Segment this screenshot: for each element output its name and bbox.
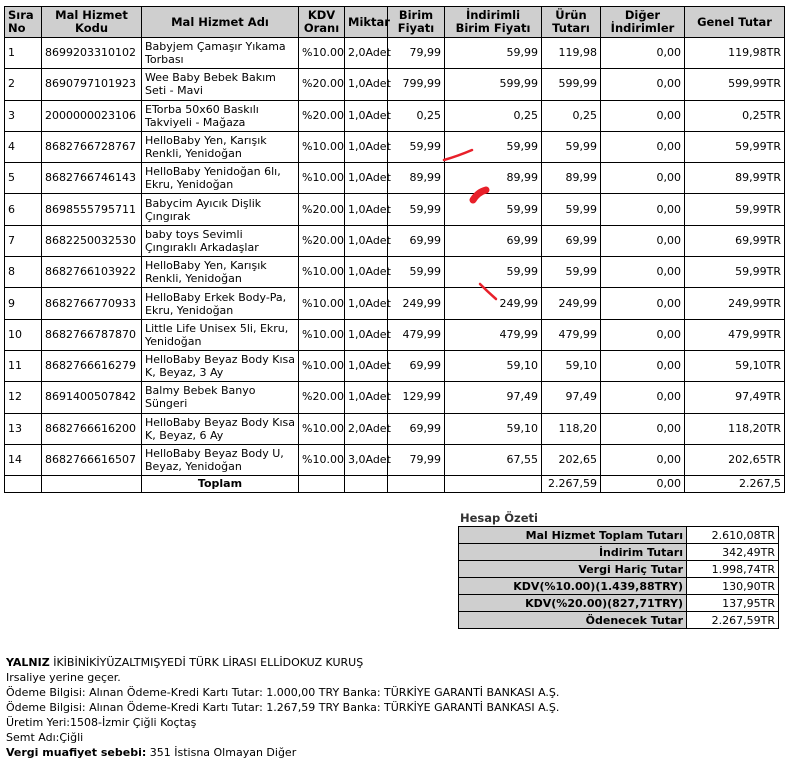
- cell-unit: 799,99: [388, 69, 445, 100]
- cell-unit: 89,99: [388, 163, 445, 194]
- header-birim: Birim Fiyatı: [388, 7, 445, 38]
- cell-unit: 69,99: [388, 350, 445, 381]
- cell-unit: 59,99: [388, 194, 445, 225]
- cell-total: 59,99TR: [685, 257, 785, 288]
- summary-value: 2.610,08TR: [687, 527, 779, 544]
- cell-kdv: %20.00: [299, 100, 345, 131]
- cell-no: 2: [5, 69, 42, 100]
- cell-product: 202,65: [542, 444, 601, 475]
- cell-no: 10: [5, 319, 42, 350]
- cell-total: 479,99TR: [685, 319, 785, 350]
- totals-empty-cell: [345, 476, 388, 493]
- cell-other: 0,00: [601, 444, 685, 475]
- cell-total: 0,25TR: [685, 100, 785, 131]
- totals-label: Toplam: [142, 476, 299, 493]
- cell-qty: 3,0Adet: [345, 444, 388, 475]
- cell-qty: 1,0Adet: [345, 100, 388, 131]
- cell-unit: 129,99: [388, 382, 445, 413]
- district-name: Semt Adı:Çiğli: [6, 731, 84, 744]
- cell-qty: 1,0Adet: [345, 131, 388, 162]
- cell-qty: 1,0Adet: [345, 319, 388, 350]
- cell-name: Balmy Bebek Banyo Süngeri: [142, 382, 299, 413]
- irsaliye-note: Irsaliye yerine geçer.: [6, 671, 121, 684]
- summary-label: Mal Hizmet Toplam Tutarı: [459, 527, 687, 544]
- payment-info-2: Ödeme Bilgisi: Alınan Ödeme-Kredi Kartı Tutar: 1.267,59 TRY Banka: TÜRKİYE GARANTİ BANKASI A.Ş.: [6, 701, 560, 714]
- cell-kdv: %10.00: [299, 163, 345, 194]
- totals-empty-cell: [42, 476, 142, 493]
- cell-total: 599,99TR: [685, 69, 785, 100]
- tax-exemption: [6, 745, 559, 760]
- cell-qty: 1,0Adet: [345, 288, 388, 319]
- cell-total: 59,99TR: [685, 194, 785, 225]
- cell-no: 3: [5, 100, 42, 131]
- cell-disc: 599,99: [445, 69, 542, 100]
- summary-title: Hesap Özeti: [460, 511, 538, 525]
- summary-label: KDV(%20.00)(827,71TRY): [459, 595, 687, 612]
- cell-name: Little Life Unisex 5li, Ekru, Yenidoğan: [142, 319, 299, 350]
- cell-code: 8682766787870: [42, 319, 142, 350]
- summary-label: İndirim Tutarı: [459, 544, 687, 561]
- totals-empty-cell: [299, 476, 345, 493]
- cell-product: 249,99: [542, 288, 601, 319]
- cell-kdv: %20.00: [299, 382, 345, 413]
- cell-no: 11: [5, 350, 42, 381]
- header-ad: Mal Hizmet Adı: [142, 7, 299, 38]
- cell-other: 0,00: [601, 131, 685, 162]
- cell-other: 0,00: [601, 319, 685, 350]
- cell-disc: 67,55: [445, 444, 542, 475]
- cell-no: 14: [5, 444, 42, 475]
- cell-code: 8682766770933: [42, 288, 142, 319]
- cell-no: 8: [5, 257, 42, 288]
- cell-product: 118,20: [542, 413, 601, 444]
- cell-no: 12: [5, 382, 42, 413]
- cell-product: 97,49: [542, 382, 601, 413]
- cell-no: 9: [5, 288, 42, 319]
- cell-code: 8682766746143: [42, 163, 142, 194]
- cell-other: 0,00: [601, 69, 685, 100]
- tax-exemption-label: Vergi muafiyet sebebi:: [6, 746, 147, 759]
- summary-value: 2.267,59TR: [687, 612, 779, 629]
- cell-unit: 79,99: [388, 38, 445, 69]
- cell-disc: 59,99: [445, 131, 542, 162]
- yalniz-text: İKİBİNİKİYÜZALTMIŞYEDİ TÜRK LİRASI ELLİDOKUZ KURUŞ: [49, 656, 364, 669]
- cell-disc: 59,99: [445, 38, 542, 69]
- cell-no: 6: [5, 194, 42, 225]
- cell-kdv: %10.00: [299, 288, 345, 319]
- cell-other: 0,00: [601, 225, 685, 256]
- summary-row: [459, 561, 779, 578]
- cell-name: HelloBaby Erkek Body-Pa, Ekru, Yenidoğan: [142, 288, 299, 319]
- totals-total: 2.267,5: [685, 476, 785, 493]
- tax-exemption-text: 351 İstisna Olmayan Diğer: [146, 746, 297, 759]
- cell-other: 0,00: [601, 350, 685, 381]
- cell-unit: 69,99: [388, 413, 445, 444]
- summary-label: Vergi Hariç Tutar: [459, 561, 687, 578]
- header-genel: Genel Tutar: [685, 7, 785, 38]
- header-kdv: KDV Oranı: [299, 7, 345, 38]
- cell-kdv: %20.00: [299, 69, 345, 100]
- cell-name: baby toys Sevimli Çıngıraklı Arkadaşlar: [142, 225, 299, 256]
- yalniz-label: YALNIZ: [6, 656, 50, 669]
- header-indirimli: İndirimli Birim Fiyatı: [445, 7, 542, 38]
- invoice-footer: [6, 655, 559, 760]
- totals-row: [5, 476, 785, 493]
- cell-kdv: %20.00: [299, 225, 345, 256]
- cell-qty: 1,0Adet: [345, 163, 388, 194]
- cell-no: 5: [5, 163, 42, 194]
- cell-disc: 97,49: [445, 382, 542, 413]
- cell-qty: 1,0Adet: [345, 225, 388, 256]
- summary-label: KDV(%10.00)(1.439,88TRY): [459, 578, 687, 595]
- cell-no: 4: [5, 131, 42, 162]
- summary-value: 137,95TR: [687, 595, 779, 612]
- payment-info-1: Ödeme Bilgisi: Alınan Ödeme-Kredi Kartı Tutar: 1.000,00 TRY Banka: TÜRKİYE GARANTİ BANKASI A.Ş.: [6, 686, 560, 699]
- cell-disc: 249,99: [445, 288, 542, 319]
- cell-other: 0,00: [601, 413, 685, 444]
- header-kod: Mal Hizmet Kodu: [42, 7, 142, 38]
- cell-disc: 69,99: [445, 225, 542, 256]
- table-row: [5, 131, 785, 162]
- table-row: [5, 225, 785, 256]
- summary-value: 342,49TR: [687, 544, 779, 561]
- cell-disc: 59,99: [445, 257, 542, 288]
- cell-kdv: %20.00: [299, 194, 345, 225]
- cell-product: 59,10: [542, 350, 601, 381]
- totals-product: 2.267,59: [542, 476, 601, 493]
- cell-kdv: %10.00: [299, 413, 345, 444]
- cell-code: 8682766728767: [42, 131, 142, 162]
- cell-product: 599,99: [542, 69, 601, 100]
- cell-name: HelloBaby Yen, Karışık Renkli, Yenidoğan: [142, 257, 299, 288]
- cell-unit: 0,25: [388, 100, 445, 131]
- summary-value: 1.998,74TR: [687, 561, 779, 578]
- cell-total: 249,99TR: [685, 288, 785, 319]
- cell-kdv: %10.00: [299, 131, 345, 162]
- cell-kdv: %10.00: [299, 350, 345, 381]
- summary-row: [459, 612, 779, 629]
- account-summary-table: [458, 526, 779, 629]
- cell-disc: 59,10: [445, 350, 542, 381]
- cell-qty: 1,0Adet: [345, 350, 388, 381]
- cell-qty: 2,0Adet: [345, 413, 388, 444]
- table-row: [5, 100, 785, 131]
- cell-name: HelloBaby Yen, Karışık Renkli, Yenidoğan: [142, 131, 299, 162]
- cell-total: 118,20TR: [685, 413, 785, 444]
- header-miktar: Miktar: [345, 7, 388, 38]
- cell-name: Babycim Ayıcık Dişlik Çıngırak: [142, 194, 299, 225]
- cell-code: 8698555795711: [42, 194, 142, 225]
- cell-kdv: %10.00: [299, 319, 345, 350]
- table-row: [5, 413, 785, 444]
- table-row: [5, 350, 785, 381]
- cell-disc: 59,99: [445, 194, 542, 225]
- cell-total: 69,99TR: [685, 225, 785, 256]
- cell-name: HelloBaby Beyaz Body U, Beyaz, Yenidoğan: [142, 444, 299, 475]
- table-header-row: [5, 7, 785, 38]
- cell-unit: 69,99: [388, 225, 445, 256]
- cell-disc: 0,25: [445, 100, 542, 131]
- cell-code: 8691400507842: [42, 382, 142, 413]
- cell-other: 0,00: [601, 288, 685, 319]
- cell-product: 59,99: [542, 257, 601, 288]
- cell-code: 8682766103922: [42, 257, 142, 288]
- cell-total: 59,99TR: [685, 131, 785, 162]
- cell-unit: 479,99: [388, 319, 445, 350]
- cell-total: 202,65TR: [685, 444, 785, 475]
- table-row: [5, 69, 785, 100]
- table-row: [5, 288, 785, 319]
- totals-empty-cell: [388, 476, 445, 493]
- summary-value: 130,90TR: [687, 578, 779, 595]
- cell-name: HelloBaby Beyaz Body Kısa K, Beyaz, 3 Ay: [142, 350, 299, 381]
- totals-empty-cell: [445, 476, 542, 493]
- header-diger: Diğer İndirimler: [601, 7, 685, 38]
- invoice-items-table: [4, 6, 785, 493]
- cell-code: 2000000023106: [42, 100, 142, 131]
- cell-code: 8699203310102: [42, 38, 142, 69]
- cell-code: 8682766616200: [42, 413, 142, 444]
- cell-qty: 1,0Adet: [345, 257, 388, 288]
- cell-other: 0,00: [601, 163, 685, 194]
- cell-product: 69,99: [542, 225, 601, 256]
- cell-total: 59,10TR: [685, 350, 785, 381]
- cell-other: 0,00: [601, 100, 685, 131]
- summary-label: Ödenecek Tutar: [459, 612, 687, 629]
- table-row: [5, 444, 785, 475]
- table-row: [5, 319, 785, 350]
- cell-disc: 59,10: [445, 413, 542, 444]
- cell-qty: 1,0Adet: [345, 382, 388, 413]
- header-sira: Sıra No: [5, 7, 42, 38]
- cell-code: 8682766616507: [42, 444, 142, 475]
- cell-other: 0,00: [601, 194, 685, 225]
- cell-name: Babyjem Çamaşır Yıkama Torbası: [142, 38, 299, 69]
- cell-code: 8690797101923: [42, 69, 142, 100]
- amount-in-words: [6, 655, 559, 670]
- header-urun: Ürün Tutarı: [542, 7, 601, 38]
- cell-qty: 2,0Adet: [345, 38, 388, 69]
- cell-unit: 59,99: [388, 131, 445, 162]
- cell-product: 119,98: [542, 38, 601, 69]
- table-row: [5, 194, 785, 225]
- summary-row: [459, 578, 779, 595]
- cell-other: 0,00: [601, 38, 685, 69]
- cell-total: 97,49TR: [685, 382, 785, 413]
- cell-kdv: %10.00: [299, 38, 345, 69]
- cell-other: 0,00: [601, 382, 685, 413]
- cell-product: 0,25: [542, 100, 601, 131]
- table-row: [5, 382, 785, 413]
- cell-product: 59,99: [542, 131, 601, 162]
- totals-other: 0,00: [601, 476, 685, 493]
- cell-name: HelloBaby Beyaz Body Kısa K, Beyaz, 6 Ay: [142, 413, 299, 444]
- cell-total: 119,98TR: [685, 38, 785, 69]
- summary-row: [459, 595, 779, 612]
- cell-unit: 59,99: [388, 257, 445, 288]
- summary-row: [459, 544, 779, 561]
- cell-other: 0,00: [601, 257, 685, 288]
- cell-product: 479,99: [542, 319, 601, 350]
- cell-name: Wee Baby Bebek Bakım Seti - Mavi: [142, 69, 299, 100]
- cell-qty: 1,0Adet: [345, 69, 388, 100]
- cell-name: HelloBaby Yenidoğan 6lı, Ekru, Yenidoğan: [142, 163, 299, 194]
- cell-product: 59,99: [542, 194, 601, 225]
- cell-total: 89,99TR: [685, 163, 785, 194]
- cell-kdv: %10.00: [299, 444, 345, 475]
- cell-no: 7: [5, 225, 42, 256]
- table-row: [5, 38, 785, 69]
- cell-unit: 249,99: [388, 288, 445, 319]
- cell-kdv: %10.00: [299, 257, 345, 288]
- summary-row: [459, 527, 779, 544]
- totals-empty-cell: [5, 476, 42, 493]
- table-row: [5, 163, 785, 194]
- cell-no: 13: [5, 413, 42, 444]
- cell-no: 1: [5, 38, 42, 69]
- cell-name: ETorba 50x60 Baskılı Takviyeli - Mağaza: [142, 100, 299, 131]
- cell-qty: 1,0Adet: [345, 194, 388, 225]
- cell-unit: 79,99: [388, 444, 445, 475]
- cell-disc: 89,99: [445, 163, 542, 194]
- table-row: [5, 257, 785, 288]
- production-place: Üretim Yeri:1508-İzmir Çiğli Koçtaş: [6, 716, 197, 729]
- cell-code: 8682766616279: [42, 350, 142, 381]
- cell-code: 8682250032530: [42, 225, 142, 256]
- cell-product: 89,99: [542, 163, 601, 194]
- cell-disc: 479,99: [445, 319, 542, 350]
